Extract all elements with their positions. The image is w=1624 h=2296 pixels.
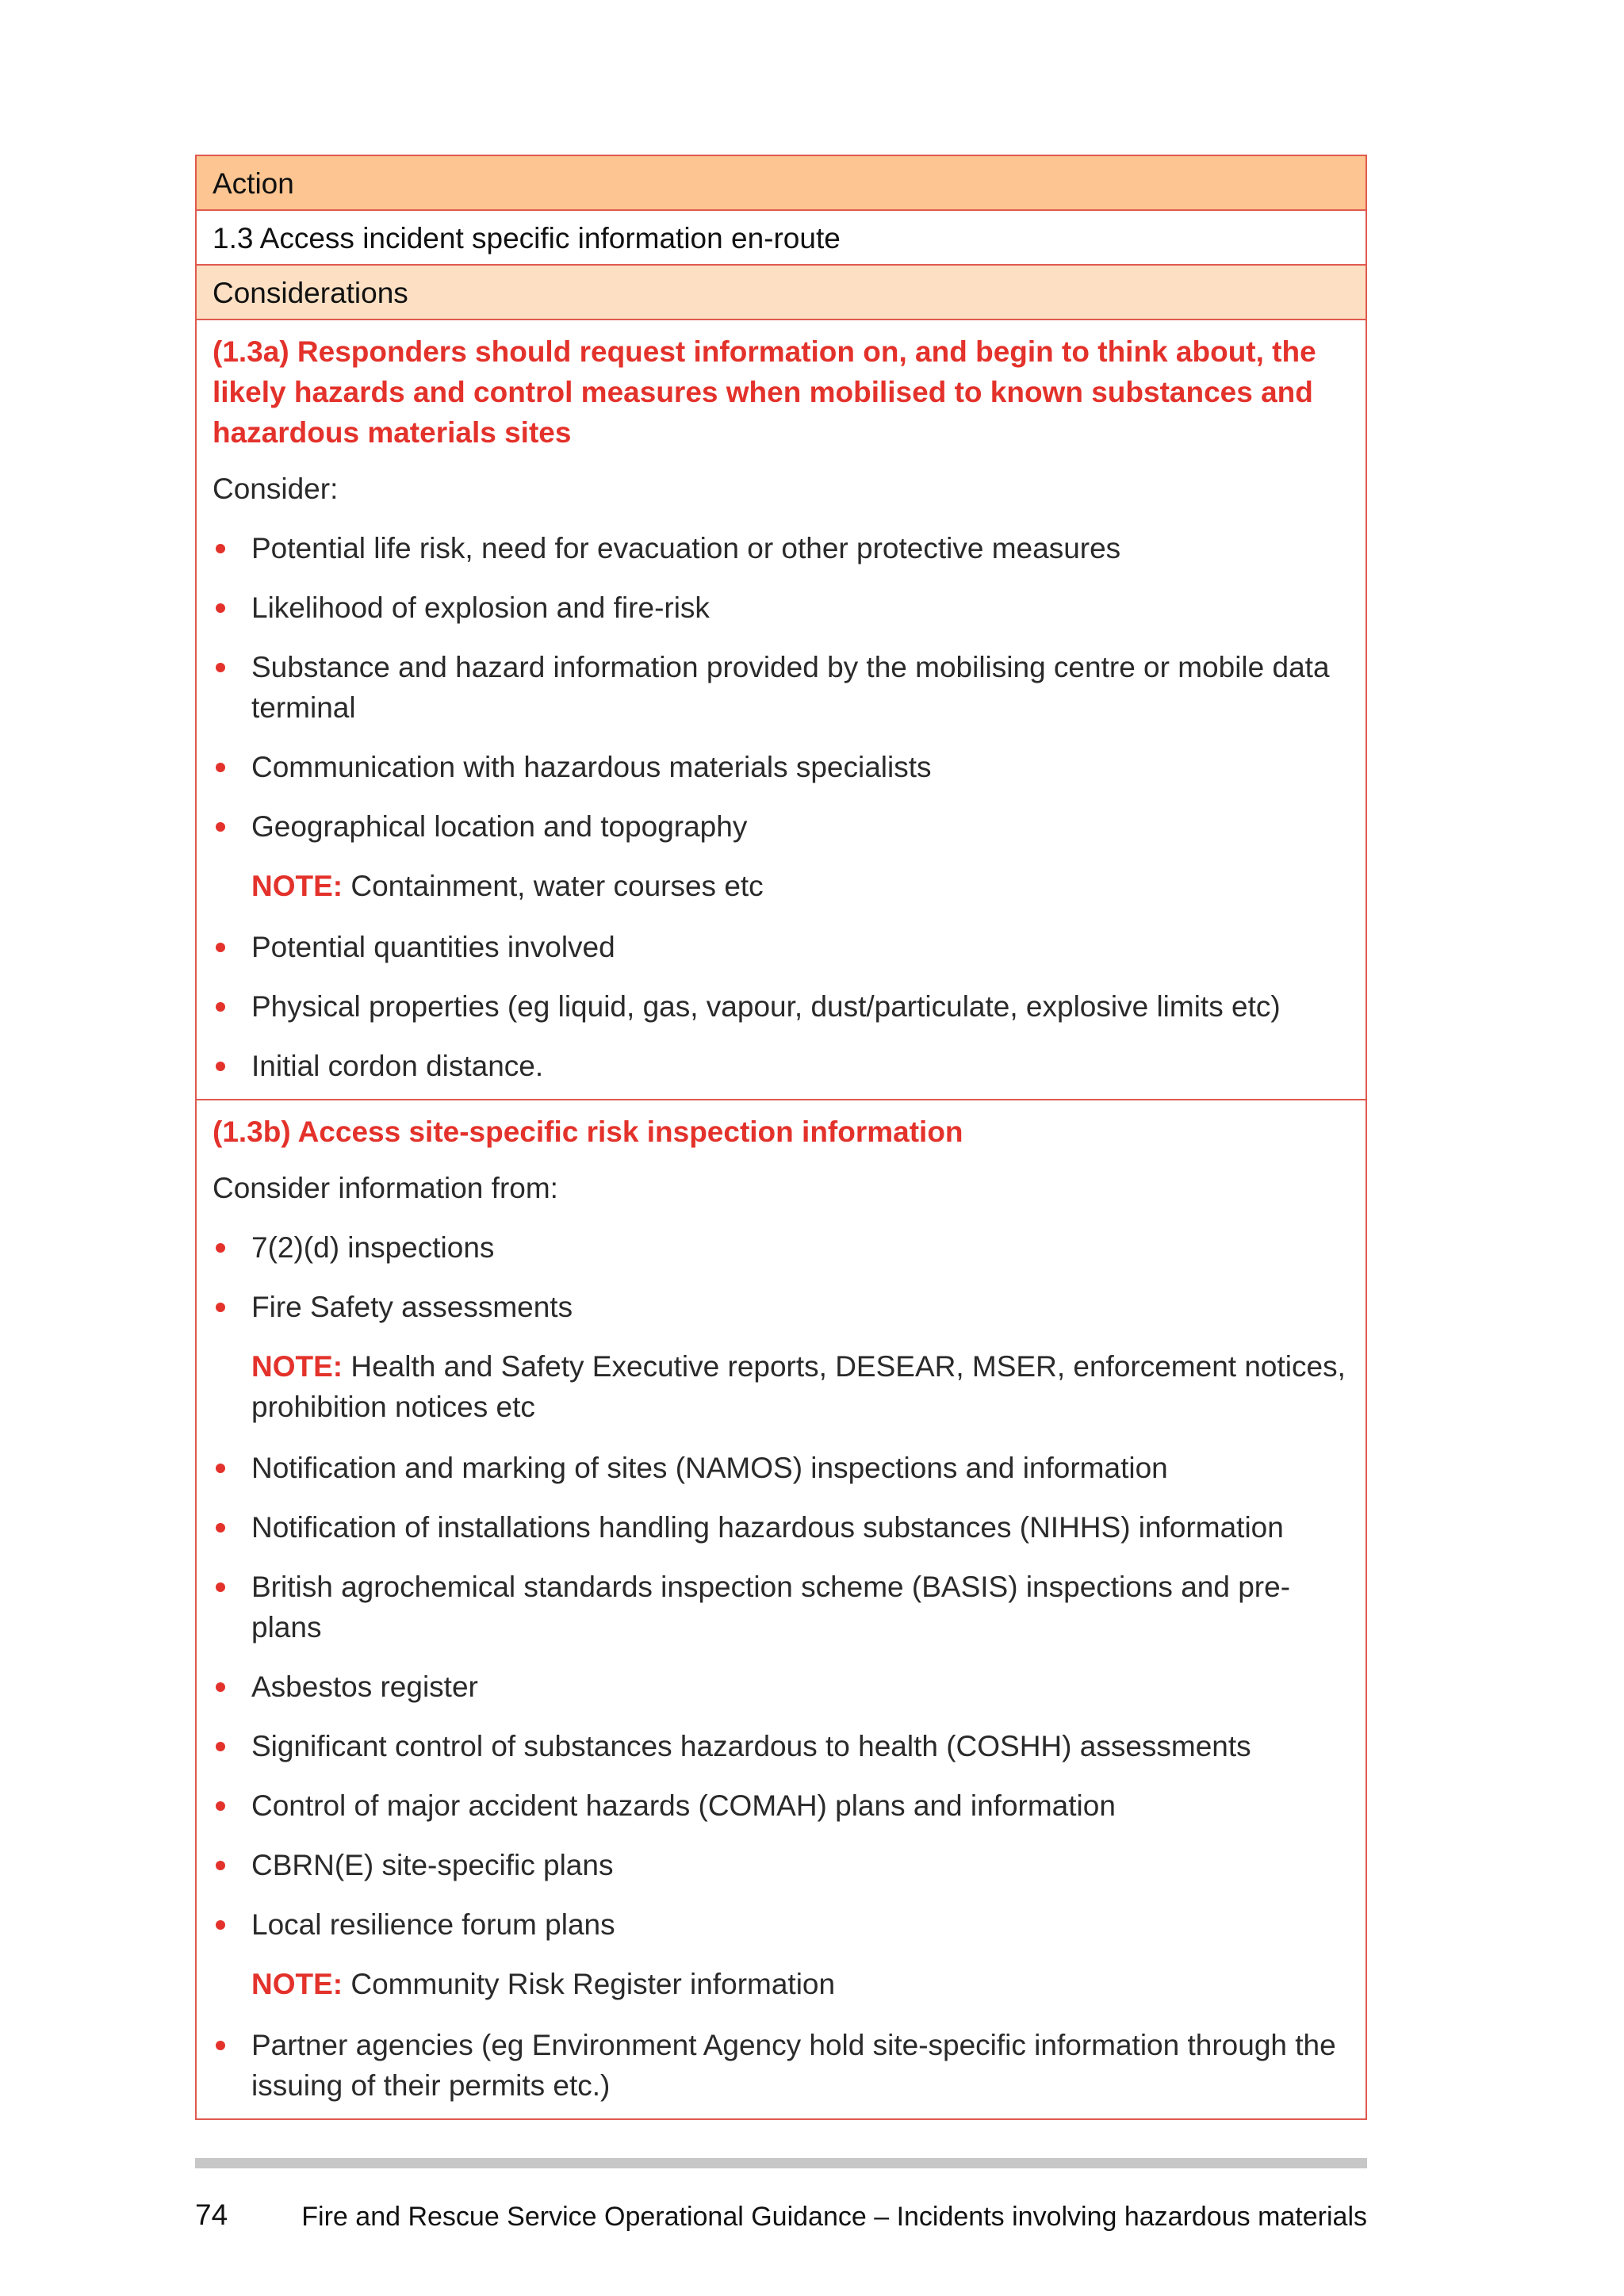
list-item-text: Asbestos register bbox=[251, 1670, 478, 1703]
note-label: NOTE: bbox=[251, 870, 343, 902]
action-title-row bbox=[197, 211, 1365, 266]
action-header-row bbox=[197, 156, 1365, 211]
list-item bbox=[213, 1448, 1350, 1488]
note-text: Community Risk Register information bbox=[343, 1968, 836, 2000]
list-item bbox=[213, 806, 1350, 847]
list-item bbox=[213, 927, 1350, 967]
list-item-text: CBRN(E) site-specific plans bbox=[251, 1849, 614, 1881]
section-heading: (1.3b) Access site-specific risk inspection information bbox=[213, 1115, 963, 1148]
list-item bbox=[213, 1904, 1350, 1945]
consideration-list bbox=[213, 1227, 1350, 2106]
action-title: 1.3 Access incident specific information en-route bbox=[213, 222, 841, 254]
list-item-text: Local resilience forum plans bbox=[251, 1908, 615, 1941]
list-item-text: Significant control of substances hazardous to health (COSHH) assessments bbox=[251, 1730, 1251, 1762]
note-label: NOTE: bbox=[251, 1968, 343, 2000]
list-item bbox=[213, 2025, 1350, 2106]
note-label: NOTE: bbox=[251, 1350, 343, 1383]
list-item-text: Partner agencies (eg Environment Agency hold site-specific information through the issuing of their permits etc.) bbox=[251, 2029, 1336, 2102]
list-item-text: Likelihood of explosion and fire-risk bbox=[251, 591, 710, 624]
note-item bbox=[213, 1346, 1350, 1427]
page-number: 74 bbox=[195, 2198, 228, 2231]
list-item-text: Fire Safety assessments bbox=[251, 1291, 573, 1323]
considerations-label: Considerations bbox=[213, 277, 408, 309]
list-item bbox=[213, 647, 1350, 728]
consideration-list bbox=[213, 528, 1350, 1086]
list-item bbox=[213, 1845, 1350, 1885]
note-text: Health and Safety Executive reports, DESEAR, MSER, enforcement notices, prohibition notices etc bbox=[251, 1350, 1346, 1423]
list-item bbox=[213, 587, 1350, 628]
list-item bbox=[213, 1785, 1350, 1826]
list-item-text: Geographical location and topography bbox=[251, 810, 748, 843]
list-item-text: Physical properties (eg liquid, gas, vapour, dust/particulate, explosive limits etc) bbox=[251, 990, 1281, 1023]
list-item bbox=[213, 1726, 1350, 1766]
list-item bbox=[213, 528, 1350, 568]
list-item-text: Communication with hazardous materials specialists bbox=[251, 751, 932, 783]
list-item-text: Potential quantities involved bbox=[251, 931, 615, 963]
document-title: Fire and Rescue Service Operational Guidance – Incidents involving hazardous materials bbox=[301, 2202, 1367, 2232]
list-item-text: Potential life risk, need for evacuation or other protective measures bbox=[251, 532, 1121, 564]
note-item bbox=[213, 1964, 1350, 2004]
footer-divider bbox=[195, 2158, 1367, 2168]
list-item bbox=[213, 1227, 1350, 1268]
list-item bbox=[213, 986, 1350, 1027]
list-item-text: Initial cordon distance. bbox=[251, 1050, 544, 1082]
action-label: Action bbox=[213, 167, 294, 200]
list-item-text: British agrochemical standards inspection scheme (BASIS) inspections and pre-plans bbox=[251, 1571, 1291, 1644]
section-1-3b bbox=[197, 1099, 1365, 2118]
section-1-3a bbox=[197, 320, 1365, 1099]
list-item bbox=[213, 1567, 1350, 1647]
list-item bbox=[213, 1287, 1350, 1327]
list-item-text: Control of major accident hazards (COMAH) plans and information bbox=[251, 1789, 1116, 1822]
considerations-header-row bbox=[197, 266, 1365, 320]
note-item bbox=[213, 866, 1350, 906]
list-item bbox=[213, 747, 1350, 787]
list-item-text: Substance and hazard information provided by the mobilising centre or mobile data terminal bbox=[251, 651, 1330, 724]
list-item bbox=[213, 1667, 1350, 1707]
section-heading: (1.3a) Responders should request information on, and begin to think about, the likely hazards and control measures when mobilised to known substances and hazardous materials sites bbox=[213, 335, 1316, 449]
list-item bbox=[213, 1046, 1350, 1086]
list-item bbox=[213, 1507, 1350, 1548]
list-item-text: Notification of installations handling hazardous substances (NIHHS) information bbox=[251, 1511, 1284, 1544]
list-item-text: Notification and marking of sites (NAMOS) inspections and information bbox=[251, 1452, 1168, 1484]
list-item-text: 7(2)(d) inspections bbox=[251, 1231, 495, 1264]
action-table bbox=[195, 155, 1367, 2120]
section-intro: Consider: bbox=[213, 473, 339, 505]
note-text: Containment, water courses etc bbox=[343, 870, 764, 902]
section-intro: Consider information from: bbox=[213, 1172, 558, 1204]
